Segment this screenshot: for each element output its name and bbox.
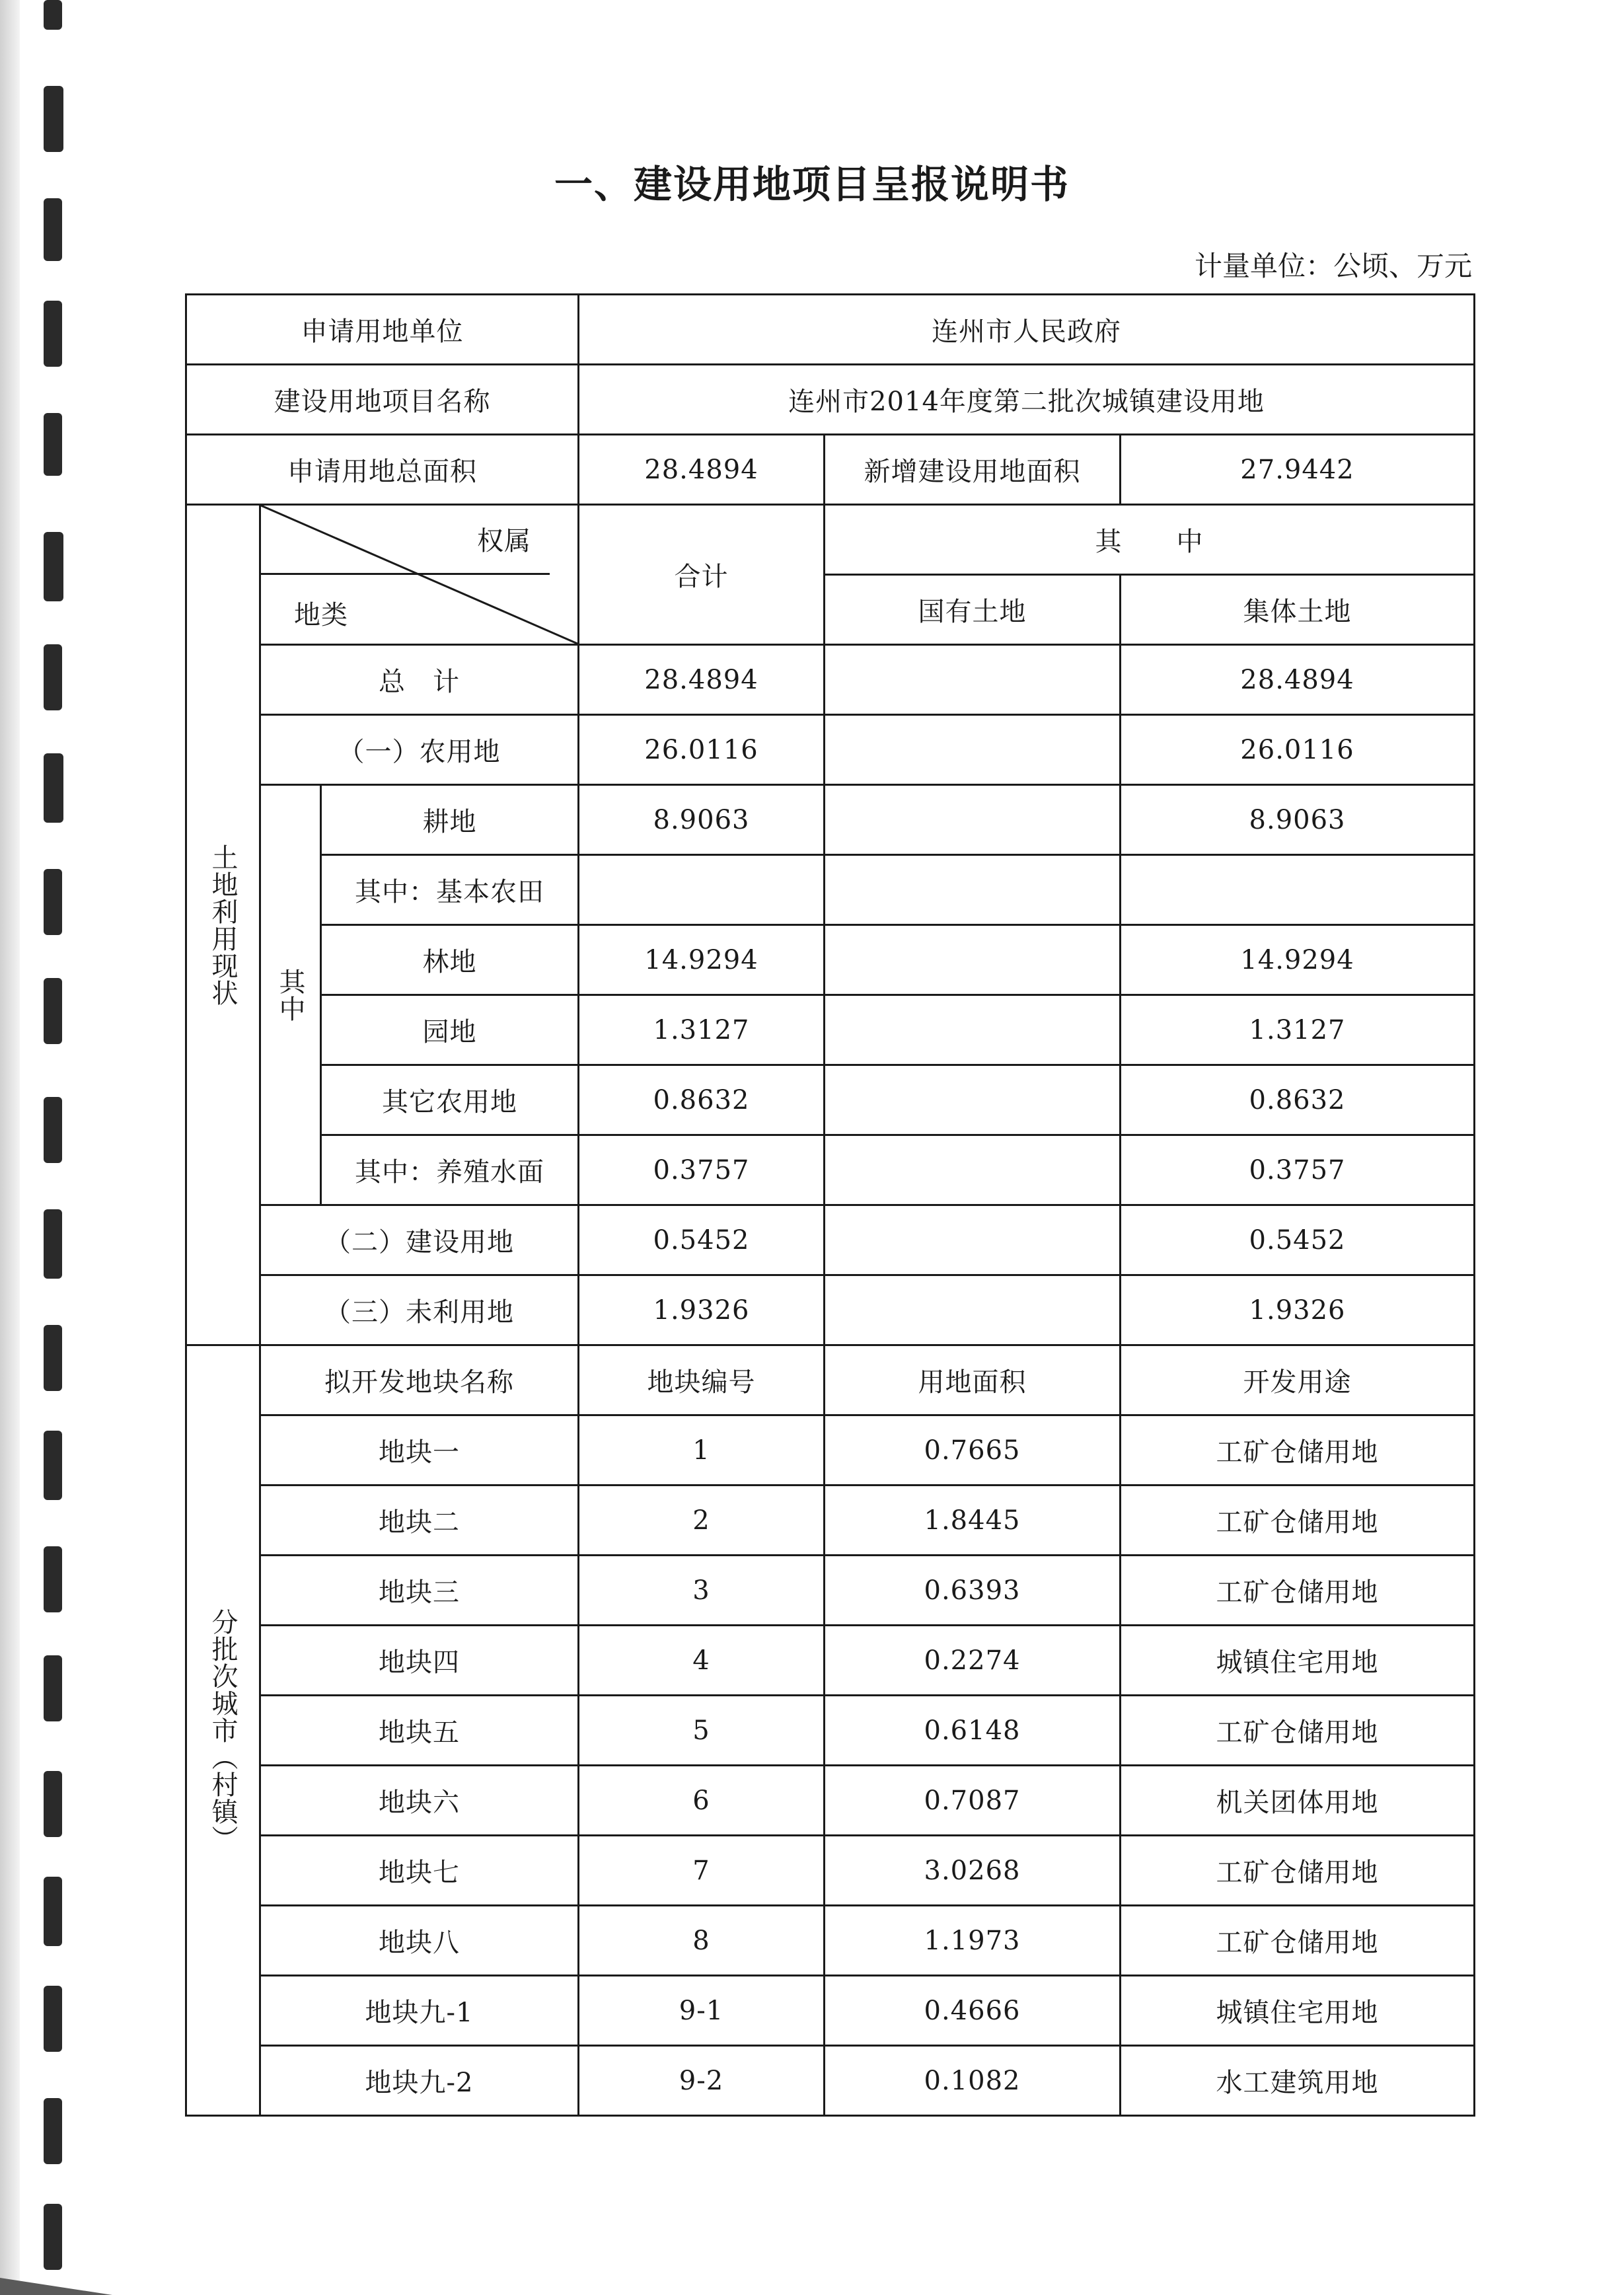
parcel-use: 工矿仓储用地 — [1121, 1486, 1475, 1556]
row-label: 其中：基本农田 — [321, 855, 579, 925]
table-row — [186, 1415, 1475, 1486]
row-state — [825, 645, 1121, 715]
row-label: 林地 — [321, 925, 579, 995]
parcel-use-header: 开发用途 — [1121, 1345, 1475, 1415]
table-row — [186, 1696, 1475, 1766]
row-total: 0.8632 — [579, 1065, 825, 1135]
parcel-name: 地块五 — [260, 1696, 579, 1766]
parcel-area: 0.6393 — [825, 1556, 1121, 1626]
table-row — [186, 1275, 1475, 1345]
parcel-area: 0.6148 — [825, 1696, 1121, 1766]
table-row — [186, 1626, 1475, 1696]
parcel-use: 工矿仓储用地 — [1121, 1836, 1475, 1906]
table-row — [186, 1906, 1475, 1976]
table-row — [186, 1135, 1475, 1205]
diagonal-header-cell — [260, 505, 579, 645]
parcel-code: 8 — [579, 1906, 825, 1976]
parcel-name: 地块二 — [260, 1486, 579, 1556]
table-row — [186, 1556, 1475, 1626]
parcel-name: 地块七 — [260, 1836, 579, 1906]
parcels-section-label: 分批次城市（村镇） — [186, 1345, 260, 2116]
among-col-header: 其 中 — [825, 505, 1475, 575]
row-collective: 28.4894 — [1121, 645, 1475, 715]
project-label: 建设用地项目名称 — [186, 365, 579, 435]
table-row — [186, 1976, 1475, 2046]
parcel-code: 2 — [579, 1486, 825, 1556]
row-state — [825, 1135, 1121, 1205]
table-row — [186, 855, 1475, 925]
row-state — [825, 1205, 1121, 1275]
parcel-area: 0.4666 — [825, 1976, 1121, 2046]
parcel-area: 0.2274 — [825, 1626, 1121, 1696]
total-col-header: 合计 — [579, 505, 825, 645]
new-area-label: 新增建设用地面积 — [825, 435, 1121, 505]
row-state — [825, 855, 1121, 925]
row-collective: 1.3127 — [1121, 995, 1475, 1065]
row-state — [825, 785, 1121, 855]
parcel-use: 机关团体用地 — [1121, 1766, 1475, 1836]
row-total: 1.9326 — [579, 1275, 825, 1345]
row-total: 28.4894 — [579, 645, 825, 715]
row-collective — [1121, 855, 1475, 925]
row-label: （二）建设用地 — [260, 1205, 579, 1275]
row-state — [825, 715, 1121, 785]
parcel-use: 工矿仓储用地 — [1121, 1556, 1475, 1626]
row-label: （一）农用地 — [260, 715, 579, 785]
row-total: 1.3127 — [579, 995, 825, 1065]
row-total: 0.5452 — [579, 1205, 825, 1275]
parcel-code: 4 — [579, 1626, 825, 1696]
table-row — [186, 1486, 1475, 1556]
table-row — [186, 925, 1475, 995]
parcel-code: 6 — [579, 1766, 825, 1836]
row-label: 其它农用地 — [321, 1065, 579, 1135]
parcel-area: 3.0268 — [825, 1836, 1121, 1906]
row-state — [825, 995, 1121, 1065]
table-row — [186, 995, 1475, 1065]
project-value: 连州市2014年度第二批次城镇建设用地 — [579, 365, 1475, 435]
total-area-value: 28.4894 — [579, 435, 825, 505]
parcel-use: 水工建筑用地 — [1121, 2046, 1475, 2116]
row-label: 耕地 — [321, 785, 579, 855]
table-row — [186, 2046, 1475, 2116]
binding-holes — [0, 0, 79, 2295]
parcel-code: 9-1 — [579, 1976, 825, 2046]
row-collective: 0.3757 — [1121, 1135, 1475, 1205]
row-label: （三）未利用地 — [260, 1275, 579, 1345]
parcel-use: 城镇住宅用地 — [1121, 1626, 1475, 1696]
parcel-name: 地块六 — [260, 1766, 579, 1836]
table-row — [186, 645, 1475, 715]
land-use-section-label: 土地利用现状 — [186, 505, 260, 1345]
parcel-use: 城镇住宅用地 — [1121, 1976, 1475, 2046]
table-row — [186, 1065, 1475, 1135]
row-collective: 0.8632 — [1121, 1065, 1475, 1135]
land-report-table — [185, 293, 1475, 2117]
among-side-label: 其中 — [260, 785, 321, 1205]
row-total: 0.3757 — [579, 1135, 825, 1205]
row-state — [825, 1065, 1121, 1135]
table-row — [186, 1205, 1475, 1275]
row-total: 26.0116 — [579, 715, 825, 785]
parcel-name: 地块一 — [260, 1415, 579, 1486]
row-label: 其中：养殖水面 — [321, 1135, 579, 1205]
parcel-use: 工矿仓储用地 — [1121, 1415, 1475, 1486]
row-state — [825, 925, 1121, 995]
row-label: 园地 — [321, 995, 579, 1065]
row-collective: 1.9326 — [1121, 1275, 1475, 1345]
unit-label: 计量单位：公顷、万元 — [1194, 250, 1472, 282]
parcel-area: 1.8445 — [825, 1486, 1121, 1556]
land-type-label: 地类 — [294, 600, 348, 630]
parcel-name: 地块九-2 — [260, 2046, 579, 2116]
parcel-area-header: 用地面积 — [825, 1345, 1121, 1415]
row-collective: 0.5452 — [1121, 1205, 1475, 1275]
table-row — [186, 785, 1475, 855]
parcel-code: 7 — [579, 1836, 825, 1906]
parcel-area: 1.1973 — [825, 1906, 1121, 1976]
parcel-name: 地块九-1 — [260, 1976, 579, 2046]
parcel-code-header: 地块编号 — [579, 1345, 825, 1415]
parcel-code: 5 — [579, 1696, 825, 1766]
applicant-label: 申请用地单位 — [186, 295, 579, 365]
parcel-name: 地块八 — [260, 1906, 579, 1976]
table-row — [186, 1836, 1475, 1906]
row-collective: 8.9063 — [1121, 785, 1475, 855]
parcel-use: 工矿仓储用地 — [1121, 1906, 1475, 1976]
applicant-value: 连州市人民政府 — [579, 295, 1475, 365]
row-total — [579, 855, 825, 925]
table-row — [186, 1766, 1475, 1836]
row-collective: 26.0116 — [1121, 715, 1475, 785]
row-state — [825, 1275, 1121, 1345]
row-total: 14.9294 — [579, 925, 825, 995]
parcel-code: 9-2 — [579, 2046, 825, 2116]
row-label: 总 计 — [260, 645, 579, 715]
parcel-area: 0.1082 — [825, 2046, 1121, 2116]
table-row — [186, 715, 1475, 785]
total-area-label: 申请用地总面积 — [186, 435, 579, 505]
parcel-area: 0.7087 — [825, 1766, 1121, 1836]
state-land-header: 国有土地 — [825, 575, 1121, 645]
parcel-code: 3 — [579, 1556, 825, 1626]
parcel-name: 地块四 — [260, 1626, 579, 1696]
parcel-name-header: 拟开发地块名称 — [260, 1345, 579, 1415]
parcel-use: 工矿仓储用地 — [1121, 1696, 1475, 1766]
parcel-code: 1 — [579, 1415, 825, 1486]
row-total: 8.9063 — [579, 785, 825, 855]
parcel-name: 地块三 — [260, 1556, 579, 1626]
row-collective: 14.9294 — [1121, 925, 1475, 995]
collective-land-header: 集体土地 — [1121, 575, 1475, 645]
new-area-value: 27.9442 — [1121, 435, 1475, 505]
page-title: 一、建设用地项目呈报说明书 — [554, 162, 1070, 207]
diagonal-header-divider — [261, 573, 550, 575]
ownership-label: 权属 — [477, 526, 531, 556]
parcel-area: 0.7665 — [825, 1415, 1121, 1486]
